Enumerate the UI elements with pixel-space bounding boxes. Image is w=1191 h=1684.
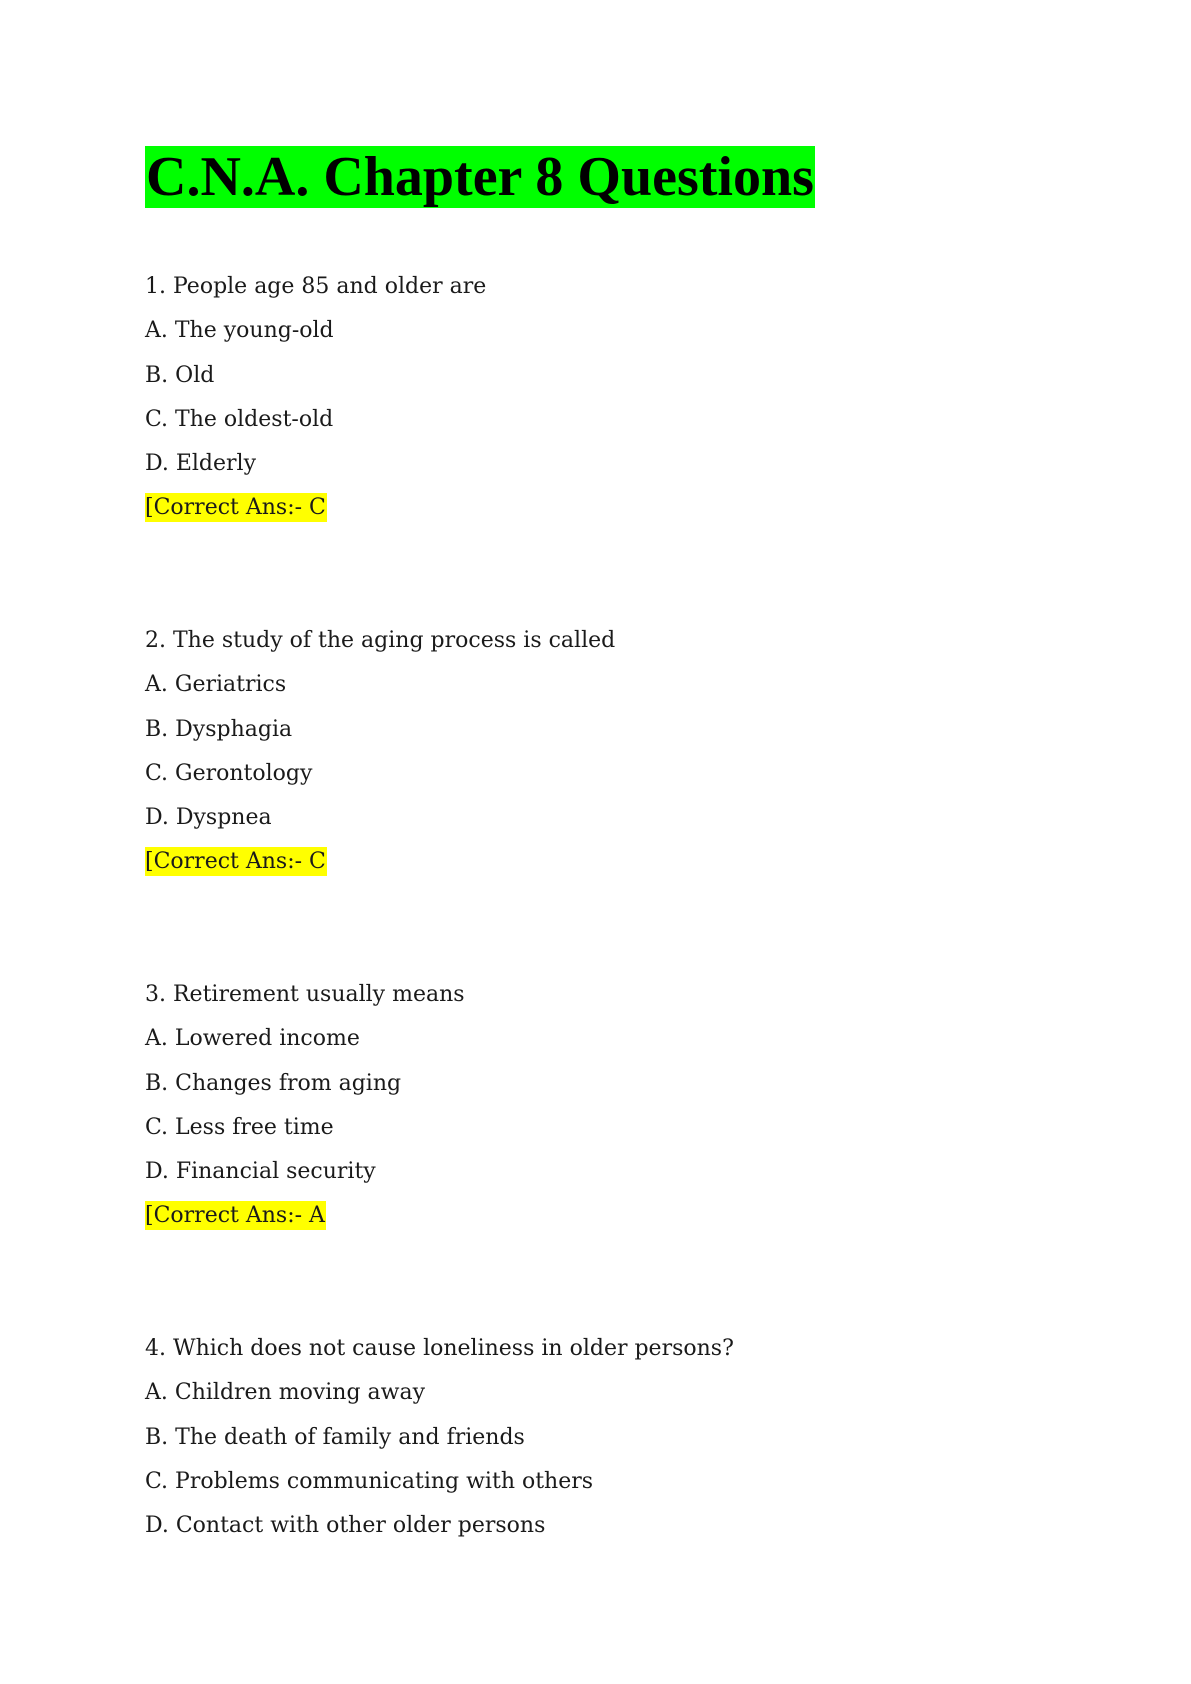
option-a: A. Lowered income	[145, 1026, 360, 1052]
option-b: B. Changes from aging	[145, 1070, 402, 1096]
question-stem: 2. The study of the aging process is called	[145, 628, 616, 653]
correct-answer: [Correct Ans:- C	[145, 849, 326, 875]
option-a: A. The young-old	[145, 318, 334, 344]
option-c: C. Less free time	[145, 1114, 334, 1140]
option-d: D. Elderly	[145, 451, 257, 477]
question-stem: 3. Retirement usually means	[145, 982, 465, 1007]
option-a: A. Geriatrics	[145, 672, 287, 698]
question-stem: 1. People age 85 and older are	[145, 274, 487, 299]
option-c: C. The oldest-old	[145, 406, 334, 432]
question-stem: 4. Which does not cause loneliness in older persons?	[145, 1336, 734, 1361]
option-b: B. The death of family and friends	[145, 1424, 525, 1450]
option-c: C. Gerontology	[145, 760, 313, 786]
page-title: C.N.A. Chapter 8 Questions	[146, 146, 814, 208]
option-a: A. Children moving away	[145, 1380, 426, 1406]
question-block	[145, 265, 1045, 522]
question-block	[145, 1327, 1045, 1548]
option-d: D. Contact with other older persons	[145, 1513, 546, 1539]
option-d: D. Financial security	[145, 1159, 376, 1185]
option-c: C. Problems communicating with others	[145, 1468, 594, 1494]
option-d: D. Dyspnea	[145, 805, 272, 831]
correct-answer: [Correct Ans:- C	[145, 495, 326, 521]
question-block	[145, 973, 1045, 1230]
correct-answer: [Correct Ans:- A	[145, 1203, 325, 1229]
option-b: B. Dysphagia	[145, 716, 293, 742]
option-b: B. Old	[145, 362, 215, 388]
question-block	[145, 619, 1045, 876]
